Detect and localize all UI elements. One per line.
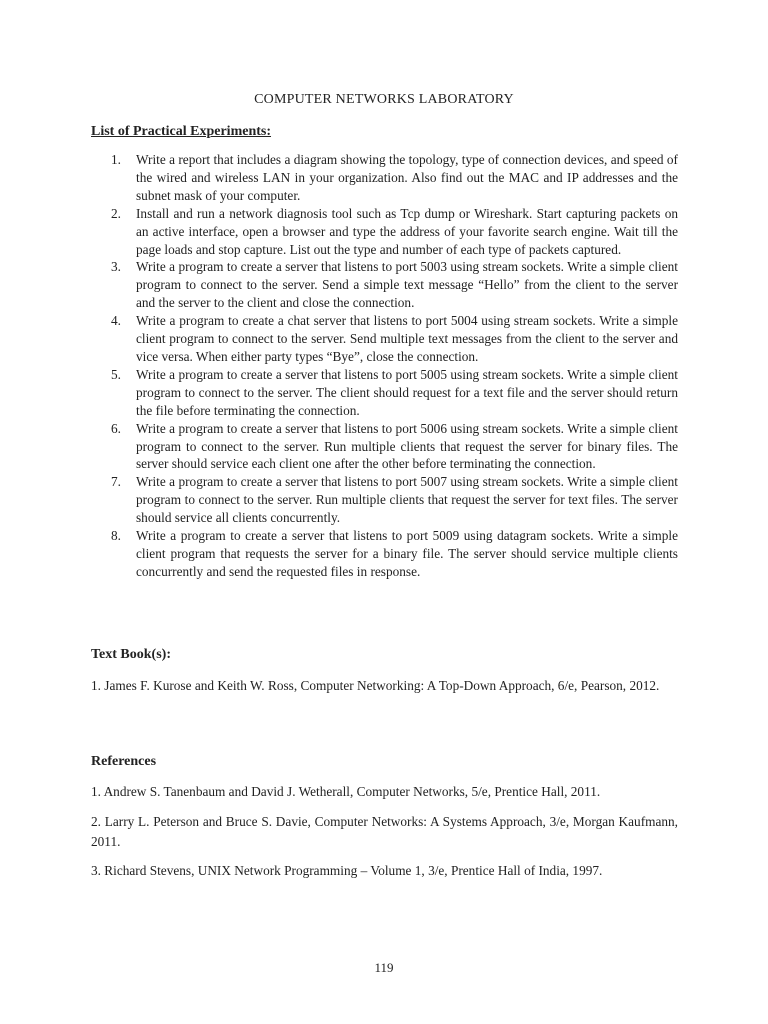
list-item: [91, 312, 678, 366]
list-item: [91, 473, 678, 527]
list-item-text: Write a program to create a server that listens to port 5003 using stream sockets. Write a simple client program to connect to the server. Send a simple text message “Hello” from the client to the server and the server to the client and close the connection.: [136, 259, 678, 311]
list-item-text: Write a program to create a server that listens to port 5005 using stream sockets. Write a simple client program to connect to the server. The client should request for a text file and the server should return the file before terminating the connection.: [136, 366, 678, 418]
list-item-number: 2.: [111, 205, 121, 221]
list-item: [91, 151, 678, 205]
list-item: [91, 420, 678, 474]
page-title: COMPUTER NETWORKS LABORATORY: [254, 92, 514, 107]
reference-entry: 1. Andrew S. Tanenbaum and David J. Wetherall, Computer Networks, 5/e, Prentice Hall, 2011.: [91, 784, 601, 799]
textbook-heading: Text Book(s):: [91, 647, 171, 662]
list-item: [91, 366, 678, 420]
list-item-number: 7.: [111, 474, 121, 490]
list-item-number: 6.: [111, 420, 121, 436]
experiments-list: [91, 151, 678, 581]
list-item-number: 1.: [111, 152, 121, 167]
list-item: [91, 258, 678, 312]
list-item-text: Write a program to create a chat server that listens to port 5004 using stream sockets. Write a simple client program to connect to the server. Send multiple text messages from the client to the server and vice versa. When either party types “Bye”, close the connection.: [136, 313, 678, 364]
textbook-entry: 1. James F. Kurose and Keith W. Ross, Computer Networking: A Top-Down Approach, 6/e, Pearson, 2012.: [91, 678, 660, 693]
list-item-number: 3.: [111, 259, 121, 275]
practicals-heading: List of Practical Experiments:: [91, 124, 272, 139]
list-item-text: Write a program to create a server that listens to port 5006 using stream sockets. Write a simple client program to connect to the server. Run multiple clients that request the server for binary files. The server should service each client one after the other before terminating the connection.: [136, 420, 678, 472]
list-item: [91, 205, 678, 259]
reference-entry: 3. Richard Stevens, UNIX Network Programming – Volume 1, 3/e, Prentice Hall of India, 1997.: [91, 863, 603, 878]
list-item: [91, 527, 678, 581]
list-item-number: 4.: [111, 313, 121, 329]
list-item-text: Write a program to create a server that listens to port 5007 using stream sockets. Write a simple client program to connect to the server. Run multiple clients that request the server for text files. The server should service all clients concurrently.: [136, 474, 678, 526]
references-heading: References: [91, 754, 157, 769]
list-item-text: Install and run a network diagnosis tool such as Tcp dump or Wireshark. Start capturing packets on an active interface, open a browser and type the address of your favorite search engine. Wait till the page loads and stop capture. List out the type and number of each type of packets captured.: [136, 205, 678, 257]
list-item-text: Write a report that includes a diagram showing the topology, type of connection devices, and speed of the wired and wireless LAN in your organization. Also find out the MAC and IP addresses and the subnet mask of your computer.: [136, 152, 678, 203]
list-item-number: 8.: [111, 528, 121, 544]
page-number: 119: [374, 960, 394, 975]
list-item-number: 5.: [111, 366, 121, 382]
list-item-text: Write a program to create a server that listens to port 5009 using datagram sockets. Write a simple client program that requests the server for a binary file. The server should service multiple clients concurrently and send the requested files in response.: [136, 528, 678, 579]
reference-entry: 2. Larry L. Peterson and Bruce S. Davie, Computer Networks: A Systems Approach, 3/e, Morgan Kaufmann, 2011.: [91, 814, 678, 849]
